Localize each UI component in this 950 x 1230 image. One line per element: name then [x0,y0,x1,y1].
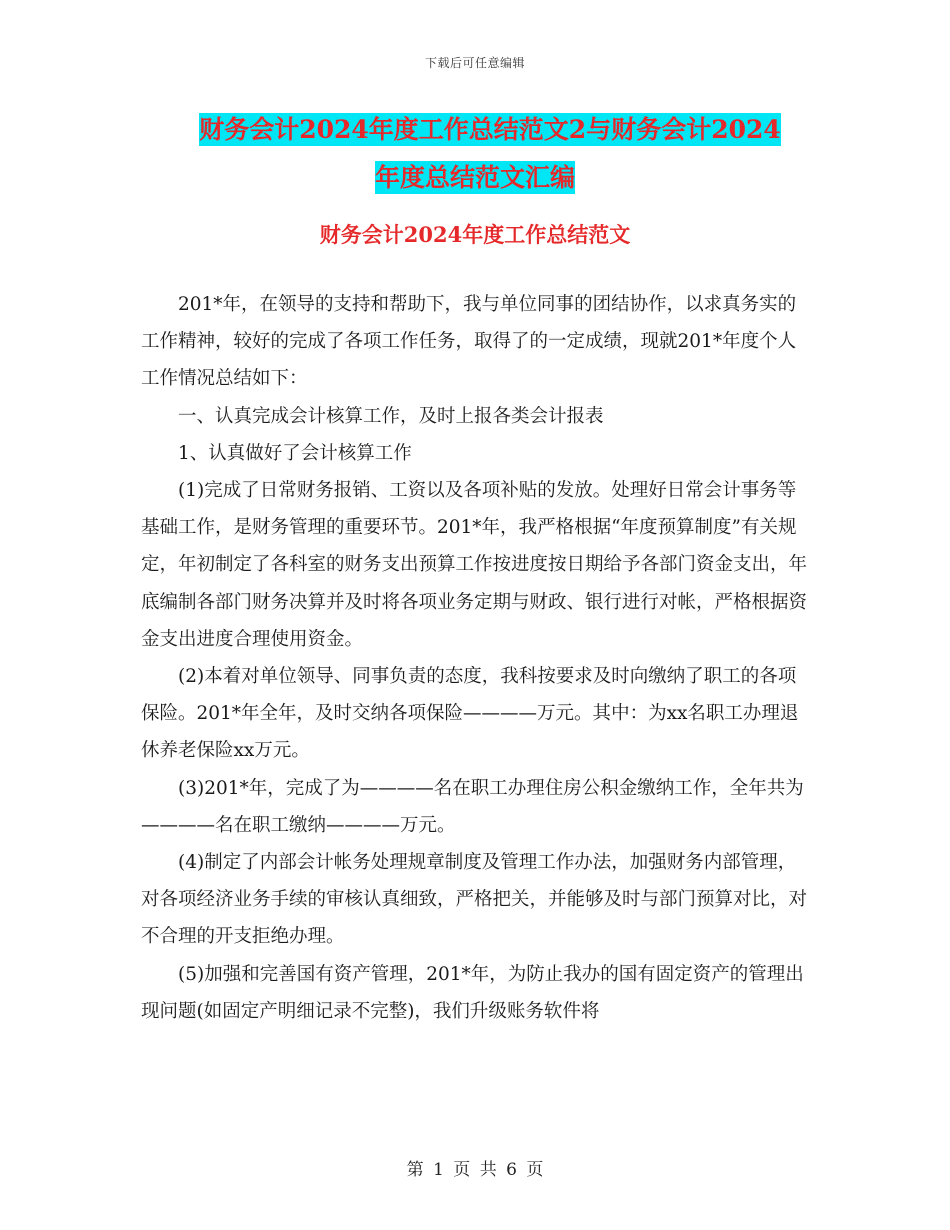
paragraph: (4)制定了内部会计帐务处理规章制度及管理工作办法，加强财务内部管理，对各项经济业务手续的审核认真细致，严格把关，并能够及时与部门预算对比，对不合理的开支拒绝办理。 [141,852,808,948]
title-line-1: 财务会计2024年度工作总结范文2与财务会计2024 [199,115,781,144]
paragraph: (5)加强和完善国有资产管理，201*年，为防止我办的国有固定资产的管理出现问题(如固定产明细记录不完整)，我们升级账务软件将 [141,963,804,1022]
paragraph: (2)本着对单位领导、同事负责的态度，我科按要求及时向缴纳了职工的各项保险。201*年全年，及时交纳各项保险————万元。其中：为xx名职工办理退休养老保险xx万元。 [141,666,799,762]
title-line-2: 年度总结范文汇编 [374,163,575,192]
paragraph: 一、认真完成会计核算工作，及时上报各类会计报表 [178,405,604,427]
paragraph: (1)完成了日常财务报销、工资以及各项补贴的发放。处理好日常会计事务等基础工作，是财务管理的重要环节。201*年，我严格根据“年度预算制度”有关规定，年初制定了各科室的财务支出预算工作按进度按日期给予各部门资金支出，年底编制各部门财务决算并及时将各项业务定期与财政、银行进行对帐，严格根据资金支出进度合理使用资金。 [141,480,808,650]
paragraph: 1、认真做好了会计核算工作 [178,442,412,464]
page-number: 第 1 页 共 6 页 [406,1160,544,1180]
document-body [141,286,811,1030]
page-header-note: 下载后可任意编辑 [424,56,525,70]
paragraph: (3)201*年，完成了为————名在职工办理住房公积金缴纳工作，全年共为————名在职工缴纳————万元。 [141,777,804,836]
document-title [0,106,950,202]
paragraph: 201*年，在领导的支持和帮助下，我与单位同事的团结协作，以求真务实的工作精神，较好的完成了各项工作任务，取得了的一定成绩，现就201*年度个人工作情况总结如下： [141,294,797,390]
section-title: 财务会计2024年度工作总结范文 [319,222,631,247]
